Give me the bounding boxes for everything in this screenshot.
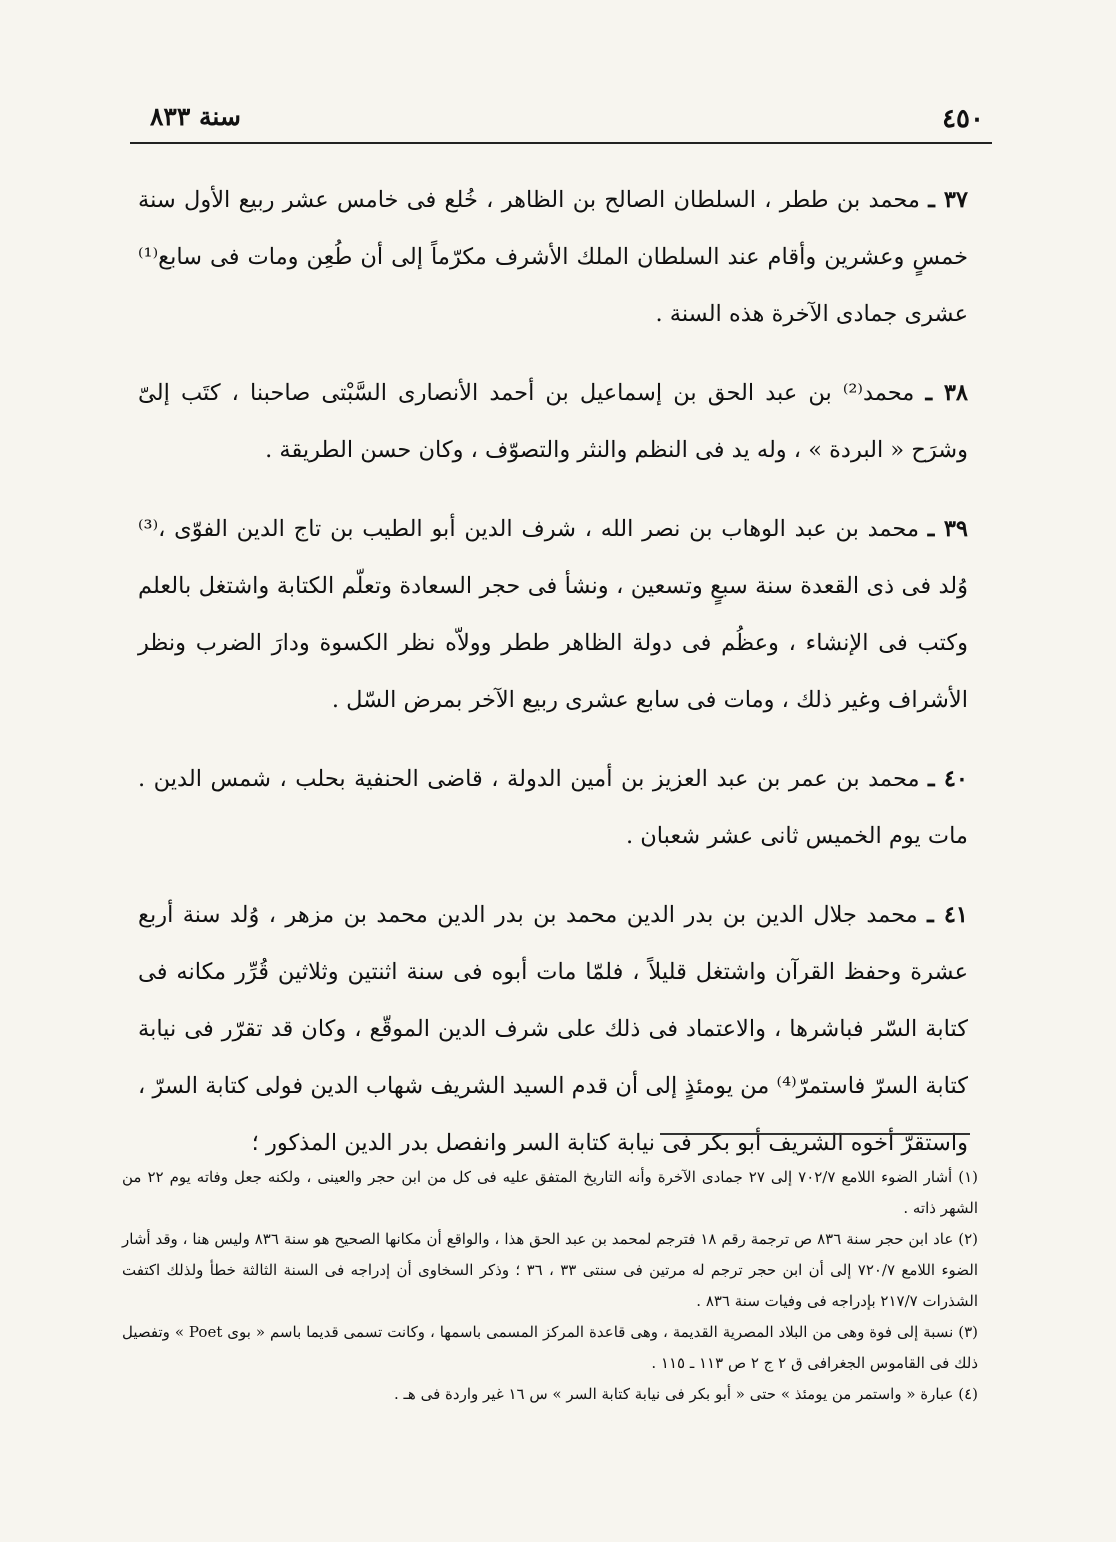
- footnote-text: نسبة إلى فوة وهى من البلاد المصرية القديمة ، وهى قاعدة المركز المسمى باسمها ، وكانت تسمى قديما باسم « بوى Poet » وتفصيل ذلك فى القاموس الجغرافى ق ٢ ج ٢ ص ١١٣ ـ ١١٥ .: [122, 1323, 978, 1372]
- entry-number: ٣٩ ـ: [927, 516, 968, 542]
- footnote-text: عاد ابن حجر سنة ٨٣٦ ص ترجمة رقم ١٨ فترجم لمحمد بن عبد الحق هذا ، والواقع أن مكانها الصحيح هو سنة ٨٣٦ وليس هنا ، وقد أشار الضوء اللامع ٧٢٠/٧ إلى أن ابن حجر ترجم له مرتين فى سنتى ٣٣ ، ٣٦ ؛ وذكر السخاوى أن إدراجه فى السنة الثالثة خطأ ولذلك اكتفت الشذرات ٢١٧/٧ بإدراجه فى وفيات سنة ٨٣٦ .: [122, 1230, 978, 1310]
- footnote-rule: [660, 1133, 970, 1135]
- entry-38: [138, 365, 968, 479]
- entry-40: [138, 751, 968, 865]
- header-rule: [130, 142, 992, 144]
- entry-number: ٤٠ ـ: [928, 766, 968, 792]
- entry-39: [138, 501, 968, 729]
- entry-number: ٣٧ ـ: [928, 187, 968, 213]
- entry-text: محمد بن ططر ، السلطان الصالح بن الظاهر ، خُلع فى خامس عشر ربيع الأول سنة خمسٍ وعشرين وأقام عند السلطان الملك الأشرف مكرّماً إلى أن طُعِن ومات فى سابع⁽¹⁾ عشرى جمادى الآخرة هذه السنة .: [138, 187, 968, 327]
- main-text: [138, 172, 968, 1194]
- footnote-text: عبارة « واستمر من يومئذ » حتى « أبو بكر فى نيابة كتابة السر » س ١٦ غير واردة فى هـ .: [394, 1385, 954, 1403]
- entry-number: ٤١ ـ: [927, 902, 968, 928]
- page-number: ٤٥٠: [942, 104, 984, 134]
- footnote-3: [122, 1317, 978, 1379]
- footnote-1: [122, 1162, 978, 1224]
- footnote-number: (٤): [958, 1385, 978, 1403]
- footnote-4: [122, 1379, 978, 1410]
- entry-41: [138, 887, 968, 1172]
- footnote-2: [122, 1224, 978, 1317]
- running-title: سنة ٨٣٣: [150, 102, 241, 131]
- page-header: [130, 88, 992, 144]
- footnote-number: (١): [958, 1168, 978, 1186]
- entry-text: محمد بن عبد الوهاب بن نصر الله ، شرف الدين أبو الطيب بن تاج الدين الفوّى ،⁽³⁾ وُلد فى ذى القعدة سنة سبعٍ وتسعين ، ونشأ فى حجر السعادة وتعلّم الكتابة واشتغل بالعلم وكتب فى الإنشاء ، وعظُم فى دولة الظاهر ططر وولاّه نظر الكسوة ودارَ الضرب ونظر الأشراف وغير ذلك ، ومات فى سابع عشرى ربيع الآخر بمرض السّل .: [138, 516, 968, 713]
- entry-text: محمد جلال الدين بن بدر الدين محمد بن بدر الدين محمد بن مزهر ، وُلد سنة أربع عشرة وحفظ القرآن واشتغل قليلاً ، فلمّا مات أبوه فى سنة اثنتين وثلاثين قُرِّر مكانه فى كتابة السّر فباشرها ، والاعتماد فى ذلك على شرف الدين الموقّع ، وكان قد تقرّر فى نيابة كتابة السرّ فاستمرّ⁽⁴⁾ من يومئذٍ إلى أن قدم السيد الشريف شهاب الدين فولى كتابة السرّ ، واستقرّ أخوه الشريف أبو بكر فى نيابة كتابة السر وانفصل بدر الدين المذكور ؛: [138, 902, 968, 1156]
- entry-37: [138, 172, 968, 343]
- entry-number: ٣٨ ـ: [925, 380, 969, 406]
- entry-text: محمد⁽²⁾ بن عبد الحق بن إسماعيل بن أحمد الأنصارى السَّبْتى صاحبنا ، كتَب إلىّ وشرَح « البردة » ، وله يد فى النظم والنثر والتصوّف ، وكان حسن الطريقة .: [138, 380, 968, 463]
- footnotes: [122, 1162, 978, 1410]
- footnote-text: أشار الضوء اللامع ٧٠٢/٧ إلى ٢٧ جمادى الآخرة وأنه التاريخ المتفق عليه فى كل من ابن حجر والعينى ، ولكنه جعل وفاته يوم ٢٢ من الشهر ذاته .: [122, 1168, 978, 1217]
- entry-text: محمد بن عمر بن عبد العزيز بن أمين الدولة ، قاضى الحنفية بحلب ، شمس الدين . مات يوم الخميس ثانى عشر شعبان .: [138, 766, 968, 849]
- footnote-number: (٢): [958, 1230, 978, 1248]
- footnote-number: (٣): [958, 1323, 978, 1341]
